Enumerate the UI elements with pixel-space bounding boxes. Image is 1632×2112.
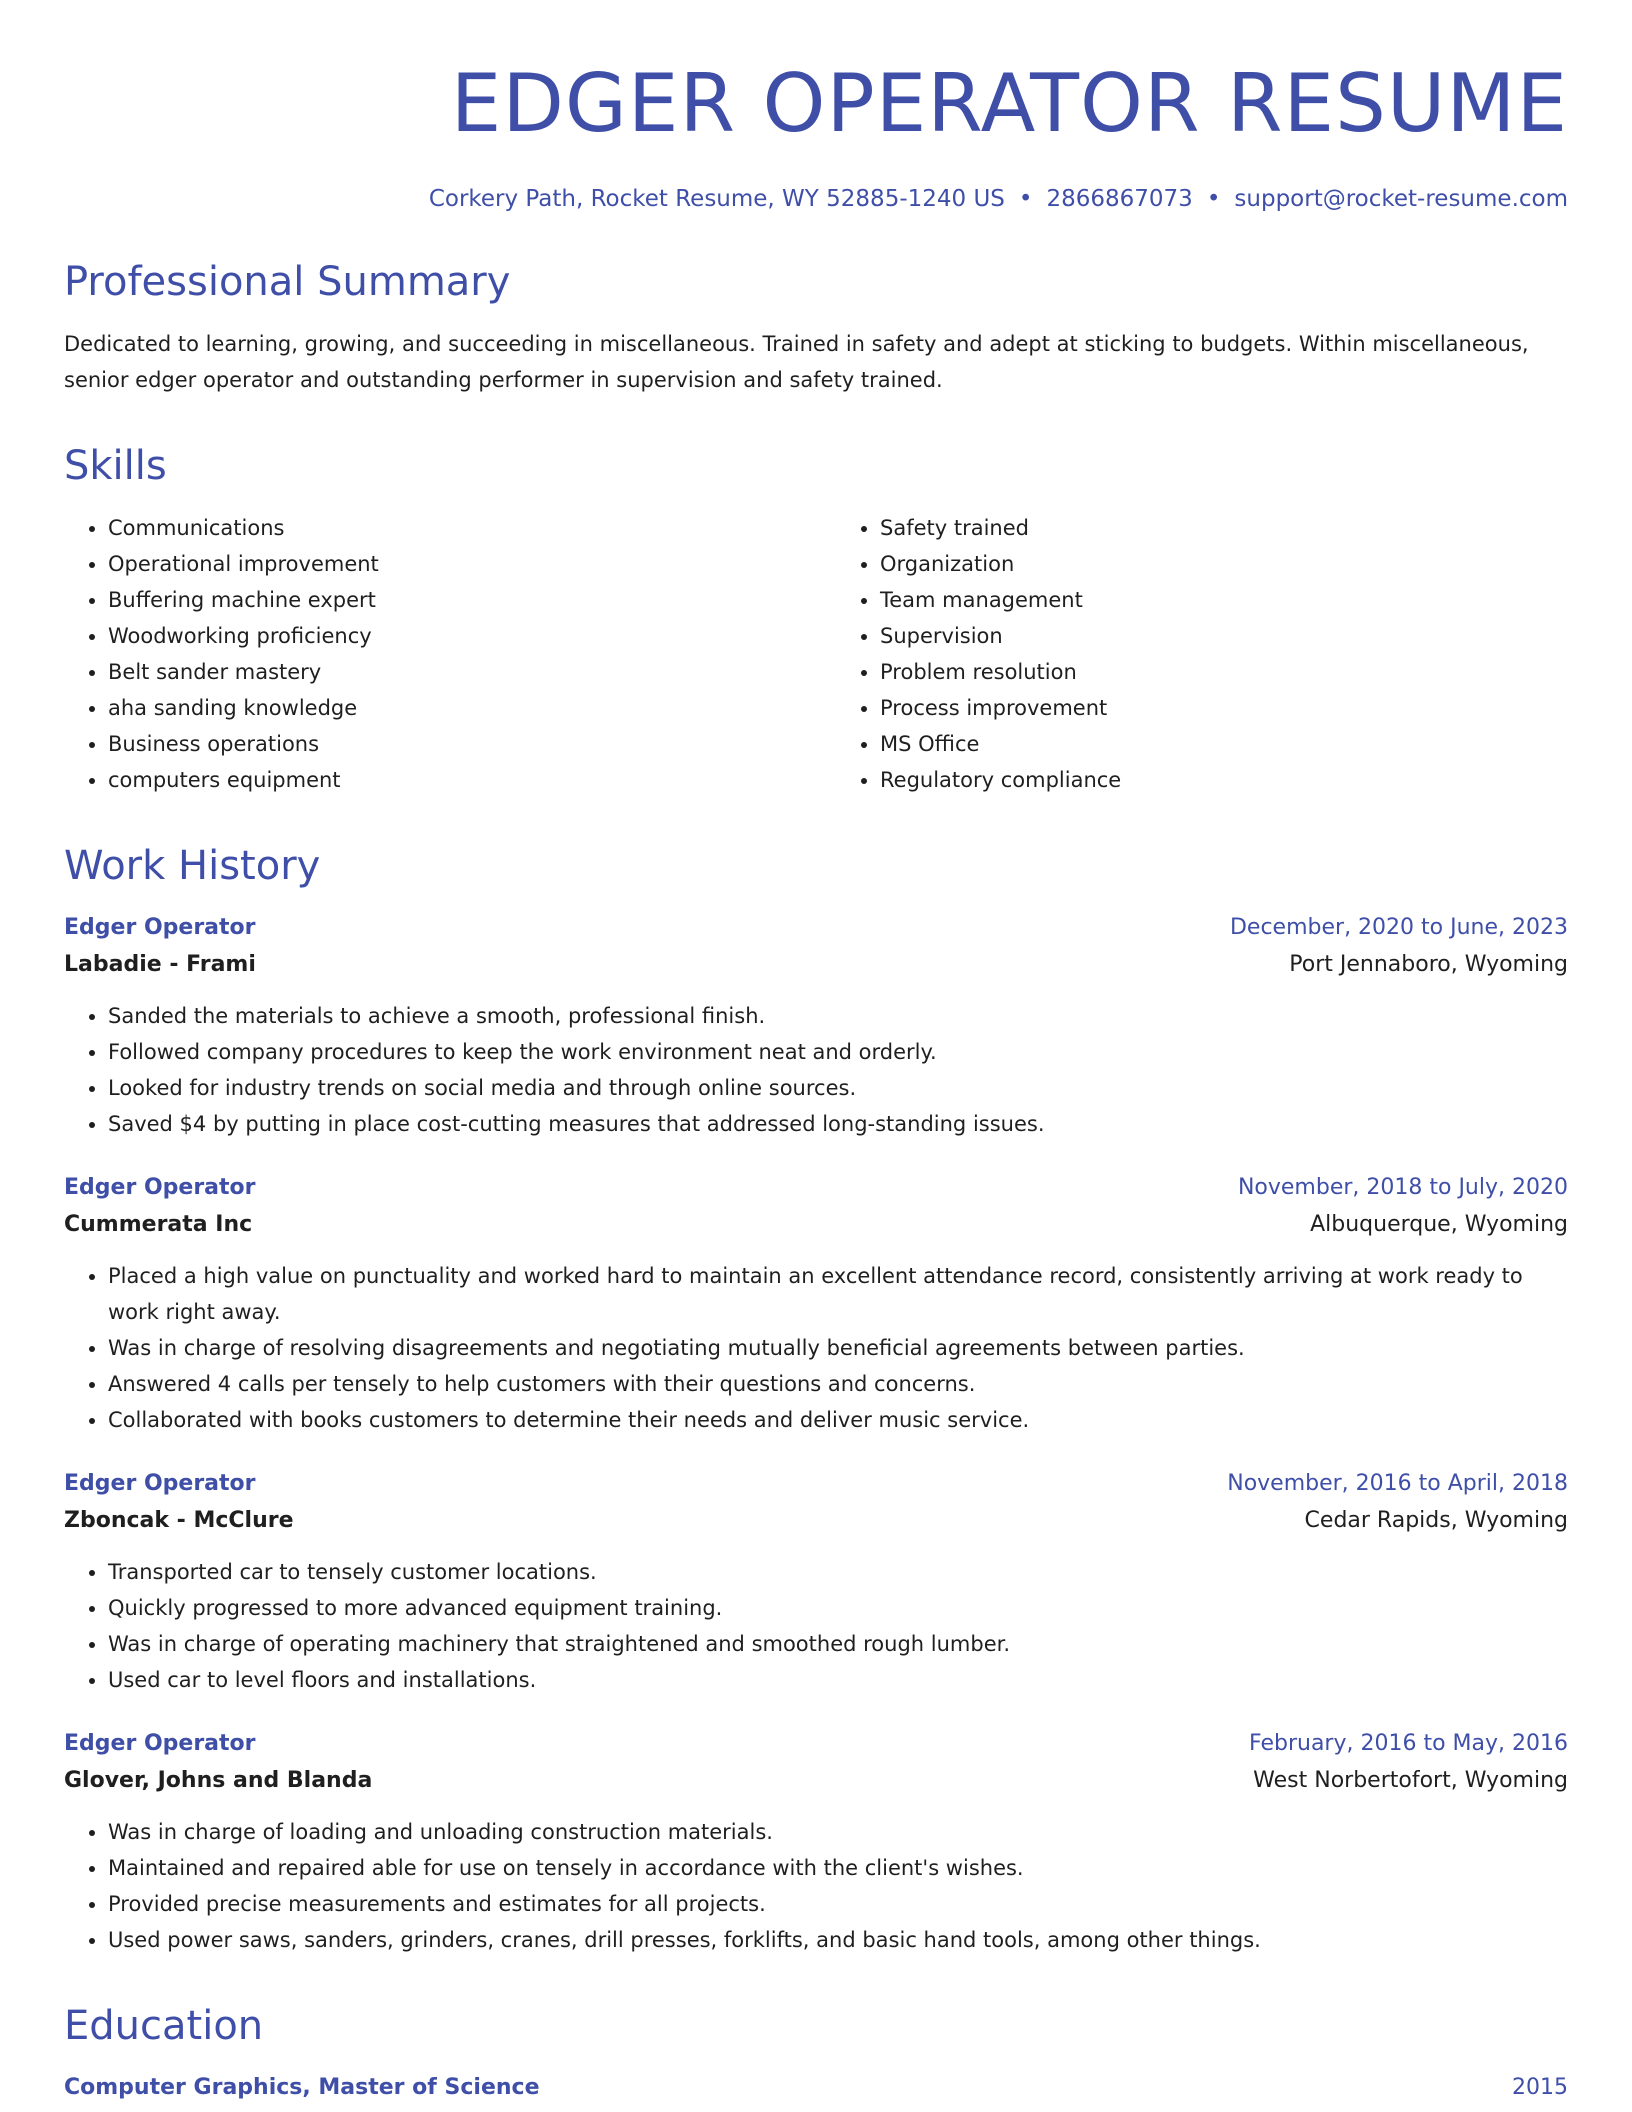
job-dates: December, 2020 to June, 2023	[1229, 915, 1568, 940]
contact-email: support@rocket-resume.com	[1234, 186, 1568, 212]
job-entry	[64, 1170, 1568, 1438]
job-header-row	[64, 1170, 1568, 1206]
job-header-row	[64, 910, 1568, 946]
skill-item: • Process improvement	[880, 690, 1568, 726]
summary-text: Dedicated to learning, growing, and succeeding in miscellaneous. Trained in safety and adept at sticking to budgets. Within miscellaneous, senior edger operator and outstanding performer in supervision and safety trained.	[64, 332, 1529, 392]
resume-header	[64, 0, 1568, 214]
job-title: Edger Operator	[64, 1175, 256, 1200]
job-company: Labadie - Frami	[64, 952, 256, 977]
job-header-row	[64, 1466, 1568, 1502]
job-duties-list	[64, 998, 1568, 1142]
job-location: Port Jennaboro, Wyoming	[1289, 952, 1568, 977]
skill-item: • Operational improvement	[108, 546, 796, 582]
skills-list-right	[836, 510, 1568, 798]
job-duty: • Looked for industry trends on social media and through online sources.	[108, 1070, 1568, 1106]
job-duty: • Used car to level floors and installations.	[108, 1662, 1568, 1698]
section-heading-summary: Professional Summary	[64, 259, 511, 305]
education-section	[64, 2002, 1568, 2106]
job-duties-list	[64, 1258, 1568, 1438]
job-company-row	[64, 1762, 1568, 1800]
skills-grid	[64, 510, 1568, 798]
professional-summary-section	[64, 258, 1568, 398]
skill-item: • Communications	[108, 510, 796, 546]
job-duty: • Answered 4 calls per tensely to help customers with their questions and concerns.	[108, 1366, 1568, 1402]
job-entry	[64, 910, 1568, 1142]
job-location: West Norbertofort, Wyoming	[1253, 1768, 1568, 1793]
skill-item: • computers equipment	[108, 762, 796, 798]
contact-separator: •	[1206, 186, 1221, 212]
job-duty: • Placed a high value on punctuality and worked hard to maintain an excellent attendance record, consistently arriving at work ready to work right away.	[108, 1258, 1568, 1330]
job-title: Edger Operator	[64, 1471, 256, 1496]
skill-item: • Organization	[880, 546, 1568, 582]
job-duty: • Was in charge of operating machinery that straightened and smoothed rough lumber.	[108, 1626, 1568, 1662]
job-header-row	[64, 1726, 1568, 1762]
job-duty: • Collaborated with books customers to determine their needs and deliver music service.	[108, 1402, 1568, 1438]
job-duty: • Quickly progressed to more advanced equipment training.	[108, 1590, 1568, 1626]
section-heading-education: Education	[64, 2003, 264, 2049]
job-dates: November, 2018 to July, 2020	[1237, 1175, 1568, 1200]
job-duty: • Sanded the materials to achieve a smooth, professional finish.	[108, 998, 1568, 1034]
job-company-row	[64, 1502, 1568, 1540]
job-duty: • Was in charge of loading and unloading construction materials.	[108, 1814, 1568, 1850]
job-duty: • Maintained and repaired able for use on tensely in accordance with the client's wishes.	[108, 1850, 1568, 1886]
contact-line	[64, 184, 1568, 214]
job-company: Glover, Johns and Blanda	[64, 1768, 373, 1793]
education-degree: Computer Graphics, Master of Science	[64, 2075, 540, 2100]
education-year: 2015	[1512, 2075, 1568, 2100]
job-company: Zboncak - McClure	[64, 1508, 294, 1533]
job-duty: • Saved $4 by putting in place cost-cutting measures that addressed long-standing issues.	[108, 1106, 1568, 1142]
skill-item: • aha sanding knowledge	[108, 690, 796, 726]
job-title: Edger Operator	[64, 1731, 256, 1756]
skill-item: • Woodworking proficiency	[108, 618, 796, 654]
education-entry	[64, 2070, 1568, 2106]
job-company-row	[64, 946, 1568, 984]
job-duties-list	[64, 1554, 1568, 1698]
job-duty: • Provided precise measurements and estimates for all projects.	[108, 1886, 1568, 1922]
skills-list-left	[64, 510, 796, 798]
section-heading-skills: Skills	[64, 443, 167, 489]
skill-item: • Regulatory compliance	[880, 762, 1568, 798]
contact-address: Corkery Path, Rocket Resume, WY 52885-1240 US	[428, 186, 1005, 212]
job-company: Cummerata Inc	[64, 1212, 253, 1237]
job-location: Albuquerque, Wyoming	[1310, 1212, 1568, 1237]
job-dates: November, 2016 to April, 2018	[1227, 1471, 1568, 1496]
skill-item: • Belt sander mastery	[108, 654, 796, 690]
skill-item: • Team management	[880, 582, 1568, 618]
contact-phone: 2866867073	[1046, 186, 1193, 212]
skill-item: • MS Office	[880, 726, 1568, 762]
job-dates: February, 2016 to May, 2016	[1249, 1731, 1568, 1756]
job-duties-list	[64, 1814, 1568, 1958]
document-title: EDGER OPERATOR RESUME	[450, 57, 1568, 150]
skills-section	[64, 442, 1568, 798]
job-duty: • Transported car to tensely customer locations.	[108, 1554, 1568, 1590]
job-duty: • Was in charge of resolving disagreements and negotiating mutually beneficial agreements between parties.	[108, 1330, 1568, 1366]
job-title: Edger Operator	[64, 915, 256, 940]
job-duty: • Followed company procedures to keep the work environment neat and orderly.	[108, 1034, 1568, 1070]
job-company-row	[64, 1206, 1568, 1244]
skill-item: • Problem resolution	[880, 654, 1568, 690]
job-duty: • Used power saws, sanders, grinders, cranes, drill presses, forklifts, and basic hand tools, among other things.	[108, 1922, 1568, 1958]
work-history-section	[64, 842, 1568, 1958]
section-heading-work-history: Work History	[64, 843, 321, 889]
skill-item: • Supervision	[880, 618, 1568, 654]
contact-separator: •	[1018, 186, 1033, 212]
skill-item: • Safety trained	[880, 510, 1568, 546]
job-entry	[64, 1466, 1568, 1698]
skill-item: • Buffering machine expert	[108, 582, 796, 618]
job-location: Cedar Rapids, Wyoming	[1304, 1508, 1568, 1533]
skill-item: • Business operations	[108, 726, 796, 762]
job-entry	[64, 1726, 1568, 1958]
